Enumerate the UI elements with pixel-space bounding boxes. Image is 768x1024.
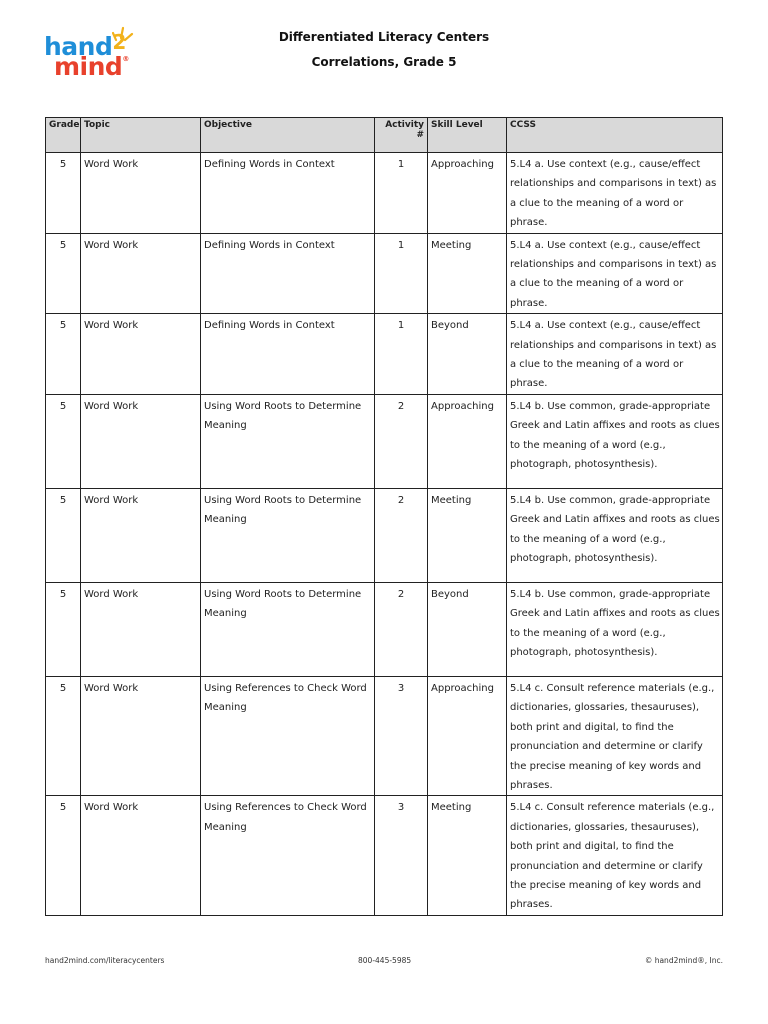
column-header-activity: Activity # — [375, 118, 428, 153]
cell-objective: Defining Words in Context — [201, 233, 375, 314]
cell-activity: 3 — [375, 676, 428, 795]
cell-topic: Word Work — [81, 488, 201, 582]
cell-ccss: 5.L4 c. Consult reference materials (e.g., dictionaries, glossaries, thesauruses), both print and digital, to find the pronunciation and determine or clarify the precise meaning of key words and phrases. — [507, 676, 723, 795]
footer-url[interactable]: hand2mind.com/literacycenters — [45, 956, 165, 965]
table-header-row — [46, 118, 723, 153]
cell-activity: 2 — [375, 394, 428, 488]
table-row — [46, 314, 723, 395]
cell-grade: 5 — [46, 153, 81, 234]
table-row — [46, 796, 723, 915]
footer-phone: 800-445-5985 — [358, 956, 412, 965]
cell-topic: Word Work — [81, 394, 201, 488]
cell-skill-level: Beyond — [428, 582, 507, 676]
cell-topic: Word Work — [81, 233, 201, 314]
cell-objective: Defining Words in Context — [201, 314, 375, 395]
cell-activity: 2 — [375, 488, 428, 582]
table-row — [46, 676, 723, 795]
cell-ccss: 5.L4 a. Use context (e.g., cause/effect relationships and comparisons in text) as a clue to the meaning of a word or phrase. — [507, 233, 723, 314]
cell-skill-level: Meeting — [428, 233, 507, 314]
cell-activity: 1 — [375, 153, 428, 234]
cell-skill-level: Meeting — [428, 488, 507, 582]
cell-grade: 5 — [46, 488, 81, 582]
document-subtitle: Correlations, Grade 5 — [311, 55, 457, 69]
cell-ccss: 5.L4 a. Use context (e.g., cause/effect relationships and comparisons in text) as a clue to the meaning of a word or phrase. — [507, 314, 723, 395]
cell-activity: 1 — [375, 233, 428, 314]
document-title: Differentiated Literacy Centers — [278, 30, 490, 44]
cell-activity: 2 — [375, 582, 428, 676]
cell-objective: Using References to Check Word Meaning — [201, 676, 375, 795]
cell-grade: 5 — [46, 233, 81, 314]
column-header-topic: Topic — [81, 118, 201, 153]
cell-skill-level: Approaching — [428, 676, 507, 795]
column-header-skill-level: Skill Level — [428, 118, 507, 153]
cell-topic: Word Work — [81, 153, 201, 234]
cell-topic: Word Work — [81, 796, 201, 915]
cell-topic: Word Work — [81, 314, 201, 395]
table-row — [46, 153, 723, 234]
cell-objective: Using Word Roots to Determine Meaning — [201, 394, 375, 488]
cell-objective: Using Word Roots to Determine Meaning — [201, 488, 375, 582]
table-row — [46, 394, 723, 488]
cell-ccss: 5.L4 b. Use common, grade-appropriate Greek and Latin affixes and roots as clues to the meaning of a word (e.g., photograph, photosynthesis). — [507, 582, 723, 676]
footer-copyright: © hand2mind®, Inc. — [644, 956, 723, 965]
correlations-table — [45, 117, 723, 916]
cell-grade: 5 — [46, 676, 81, 795]
cell-grade: 5 — [46, 796, 81, 915]
cell-ccss: 5.L4 a. Use context (e.g., cause/effect relationships and comparisons in text) as a clue to the meaning of a word or phrase. — [507, 153, 723, 234]
cell-activity: 3 — [375, 796, 428, 915]
cell-skill-level: Approaching — [428, 394, 507, 488]
cell-topic: Word Work — [81, 676, 201, 795]
column-header-objective: Objective — [201, 118, 375, 153]
cell-activity: 1 — [375, 314, 428, 395]
table-row — [46, 582, 723, 676]
logo-line-1: hand$^2$ — [44, 30, 126, 61]
column-header-grade: Grade — [46, 118, 81, 153]
cell-ccss: 5.L4 b. Use common, grade-appropriate Greek and Latin affixes and roots as clues to the meaning of a word (e.g., photograph, photosynthesis). — [507, 488, 723, 582]
table-row — [46, 488, 723, 582]
table-row — [46, 233, 723, 314]
cell-objective: Defining Words in Context — [201, 153, 375, 234]
cell-objective: Using References to Check Word Meaning — [201, 796, 375, 915]
cell-skill-level: Approaching — [428, 153, 507, 234]
cell-skill-level: Meeting — [428, 796, 507, 915]
cell-grade: 5 — [46, 582, 81, 676]
cell-grade: 5 — [46, 314, 81, 395]
cell-topic: Word Work — [81, 582, 201, 676]
column-header-ccss: CCSS — [507, 118, 723, 153]
cell-ccss: 5.L4 b. Use common, grade-appropriate Greek and Latin affixes and roots as clues to the meaning of a word (e.g., photograph, photosynthesis). — [507, 394, 723, 488]
logo-line-2: mind® — [54, 52, 129, 81]
cell-grade: 5 — [46, 394, 81, 488]
cell-objective: Using Word Roots to Determine Meaning — [201, 582, 375, 676]
cell-skill-level: Beyond — [428, 314, 507, 395]
cell-ccss: 5.L4 c. Consult reference materials (e.g., dictionaries, glossaries, thesauruses), both print and digital, to find the pronunciation and determine or clarify the precise meaning of key words and phrases. — [507, 796, 723, 915]
